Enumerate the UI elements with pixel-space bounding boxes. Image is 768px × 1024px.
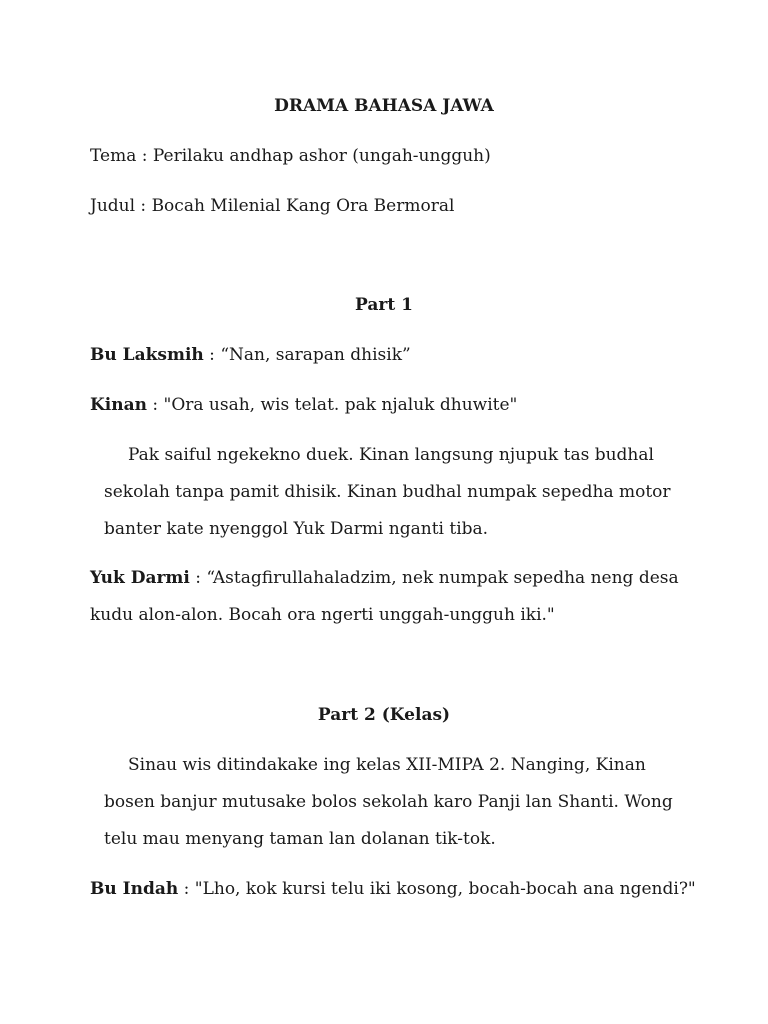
dialogue-line (90, 394, 517, 416)
dialogue-text: : "Ora usah, wis telat. pak njaluk dhuwite" (146, 395, 518, 415)
title-line: Judul : Bocah Milenial Kang Ora Bermoral (90, 196, 455, 216)
speaker-name: Yuk Darmi (90, 568, 190, 588)
part1-heading: Part 1 (355, 295, 413, 315)
narration-line: bosen banjur mutusake bolos sekolah karo Panji lan Shanti. Wong (104, 792, 673, 812)
narration-line: banter kate nyenggol Yuk Darmi nganti tiba. (104, 519, 489, 539)
narration-line: Pak saiful ngekekno duek. Kinan langsung njupuk tas budhal (128, 445, 654, 465)
narration-line: Sinau wis ditindakake ing kelas XII-MIPA 2. Nanging, Kinan (128, 755, 646, 775)
dialogue-text: : “Nan, sarapan dhisik” (203, 345, 411, 365)
speaker-name: Bu Laksmih (90, 345, 204, 365)
speaker-name: Bu Indah (90, 879, 179, 899)
dialogue-line (90, 878, 696, 900)
dialogue-text: : "Lho, kok kursi telu iki kosong, bocah-bocah ana ngendi?" (178, 879, 696, 899)
dialogue-line (90, 344, 411, 366)
dialogue-continuation: kudu alon-alon. Bocah ora ngerti unggah-ungguh iki." (90, 605, 555, 625)
document-title: DRAMA BAHASA JAWA (274, 96, 494, 116)
theme-line: Tema : Perilaku andhap ashor (ungah-ungguh) (90, 146, 491, 166)
speaker-name: Kinan (90, 395, 147, 415)
narration-line: telu mau menyang taman lan dolanan tik-tok. (104, 829, 496, 849)
narration-line: sekolah tanpa pamit dhisik. Kinan budhal numpak sepedha motor (104, 482, 671, 502)
dialogue-line (90, 567, 679, 589)
part2-heading: Part 2 (Kelas) (317, 705, 451, 725)
dialogue-text: : “Astagfirullahaladzim, nek numpak sepedha neng desa (189, 568, 679, 588)
